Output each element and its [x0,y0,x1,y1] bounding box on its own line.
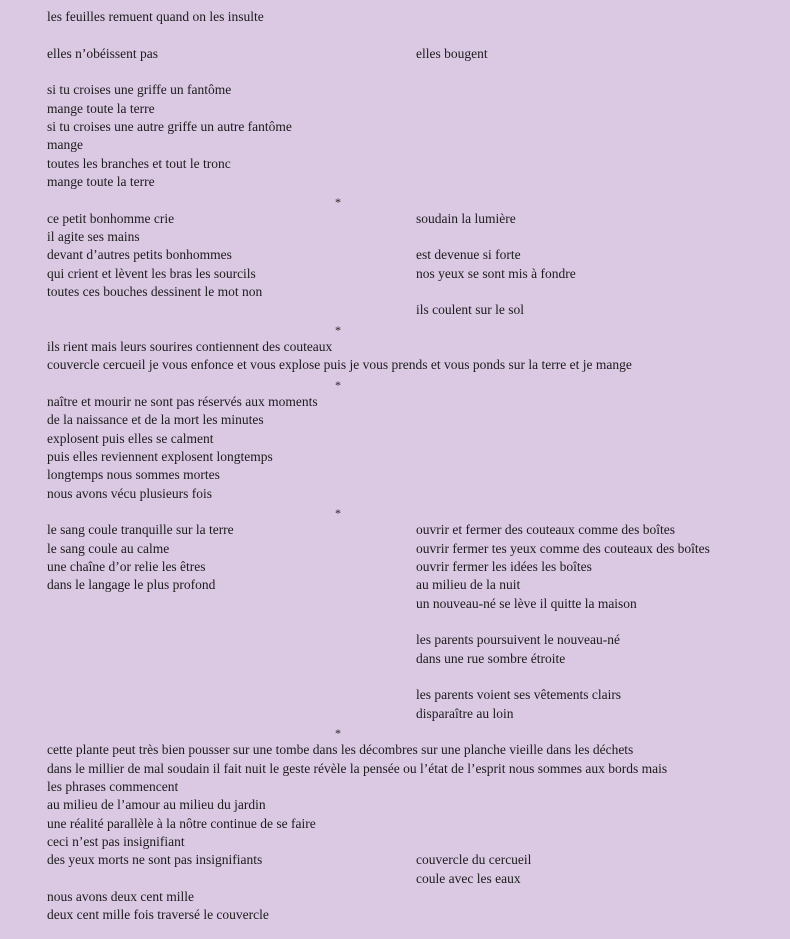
poem-line: ouvrir fermer tes yeux comme des couteaux des boîtes [416,541,710,556]
poem-line: nous avons vécu plusieurs fois [47,486,212,501]
poem-line: explosent puis elles se calment [47,431,214,446]
poem-line: mange toute la terre [47,101,155,116]
poem-line: mange [47,137,83,152]
poem-line: cette plante peut très bien pousser sur une tombe dans les décombres sur une planche vieille dans les déchets [47,742,634,757]
poem-line: soudain la lumière [416,211,516,226]
poem-line: couvercle cercueil je vous enfonce et vous explose puis je vous prends et vous ponds sur la terre et je mange [47,357,632,372]
poem-line: deux cent mille fois traversé le couvercle [47,907,269,922]
poem-line: coule avec les eaux [416,871,521,886]
poem-line: dans une rue sombre étroite [416,651,566,666]
poem-line: il agite ses mains [47,229,140,244]
poem-line: mange toute la terre [47,174,155,189]
poem-line: nous avons deux cent mille [47,889,194,904]
poem-line: si tu croises une griffe un fantôme [47,82,232,97]
poem-line: ils rient mais leurs sourires contiennent des couteaux [47,339,333,354]
poem-line: le sang coule tranquille sur la terre [47,522,234,537]
poem-line: toutes ces bouches dessinent le mot non [47,284,263,299]
poem-line: ce petit bonhomme crie [47,211,175,226]
poem-line: les parents voient ses vêtements clairs [416,687,622,702]
poem-line: naître et mourir ne sont pas réservés aux moments [47,394,318,409]
poem-line: ils coulent sur le sol [416,302,524,317]
poem-line: elles bougent [416,46,488,61]
section-separator: * [335,726,341,740]
poem-line: les parents poursuivent le nouveau-né [416,632,620,647]
poem-line: qui crient et lèvent les bras les sourcils [47,266,256,281]
poem-line: au milieu de l’amour au milieu du jardin [47,797,266,812]
poem-line: puis elles reviennent explosent longtemps [47,449,273,464]
poem-line: une réalité parallèle à la nôtre continue de se faire [47,816,316,831]
poem-line: disparaître au loin [416,706,514,721]
poem-line: des yeux morts ne sont pas insignifiants [47,852,263,867]
poem-line: toutes les branches et tout le tronc [47,156,231,171]
poem-line: dans le millier de mal soudain il fait nuit le geste révèle la pensée ou l’état de l’esprit nous sommes aux bords mais [47,761,668,776]
poem-line: les phrases commencent [47,779,179,794]
poem-line: dans le langage le plus profond [47,577,216,592]
poem-line: les feuilles remuent quand on les insulte [47,9,264,24]
poem-line: au milieu de la nuit [416,577,521,592]
section-separator: * [335,323,341,337]
poem-line: devant d’autres petits bonhommes [47,247,232,262]
section-separator: * [335,195,341,209]
poem-line: nos yeux se sont mis à fondre [416,266,576,281]
poem-line: couvercle du cercueil [416,852,532,867]
poem-line: un nouveau-né se lève il quitte la maison [416,596,637,611]
section-separator: * [335,378,341,392]
poem-line: est devenue si forte [416,247,521,262]
poem-line: ouvrir et fermer des couteaux comme des boîtes [416,522,676,537]
poem-line: ouvrir fermer les idées les boîtes [416,559,592,574]
section-separator: * [335,506,341,520]
poem-line: ceci n’est pas insignifiant [47,834,185,849]
poem-line: longtemps nous sommes mortes [47,467,220,482]
poem-line: si tu croises une autre griffe un autre fantôme [47,119,292,134]
poem-line: le sang coule au calme [47,541,170,556]
poem-line: une chaîne d’or relie les êtres [47,559,206,574]
poem-line: de la naissance et de la mort les minutes [47,412,264,427]
poem-line: elles n’obéissent pas [47,46,158,61]
